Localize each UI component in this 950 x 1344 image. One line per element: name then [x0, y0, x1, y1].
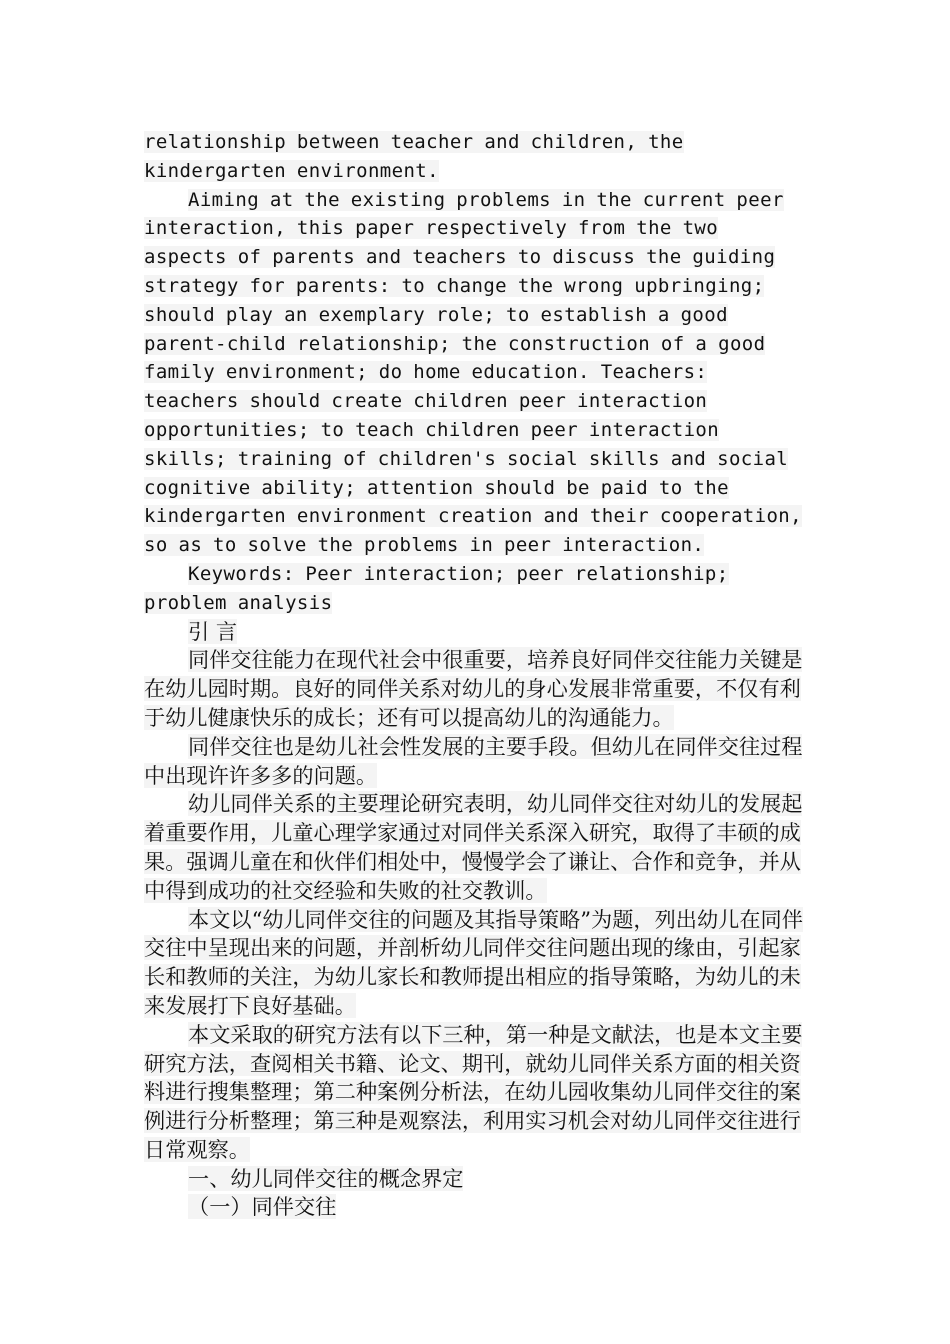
intro-heading — [144, 618, 809, 647]
paragraph-text: relationship between teacher and children, the kindergarten environment. — [144, 131, 684, 182]
section-heading — [144, 1165, 809, 1194]
paragraph-text: 本文以“幼儿同伴交往的问题及其指导策略”为题，列出幼儿在同伴交往中呈现出来的问题，并剖析幼儿同伴交往问题出现的缘由，引起家长和教师的关注，为幼儿家长和教师提出相应的指导策略，为幼儿的未来发展打下良好基础。 — [144, 906, 803, 1018]
paragraph-text: Aiming at the existing problems in the current peer interaction, this paper respectively from the two aspects of parents and teachers to discuss the guiding strategy for parents: to change the wrong upbringing; should play an exemplary role; to establish a good parent-child relationship; the construction of a good family environment; do home education. Teachers: teachers should create children peer interaction opportunities; to teach children peer interaction skills; training of children's social skills and social cognitive ability; attention should be paid to the kindergarten environment creation and their cooperation, so as to solve the problems in peer interaction. — [144, 188, 802, 557]
paragraph-text: 同伴交往能力在现代社会中很重要，培养良好同伴交往能力关键是在幼儿园时期。良好的同伴关系对幼儿的身心发展非常重要，不仅有利于幼儿健康快乐的成长；还有可以提高幼儿的沟通能力。 — [144, 647, 803, 730]
intro-paragraph-4 — [144, 906, 809, 1021]
intro-paragraph-1 — [144, 646, 809, 732]
paragraph-text: 幼儿同伴关系的主要理论研究表明，幼儿同伴交往对幼儿的发展起着重要作用，儿童心理学家通过对同伴关系深入研究，取得了丰硕的成果。强调儿童在和伙伴们相处中，慢慢学会了谦让、合作和竞争，并从中得到成功的社交经验和失败的社交教训。 — [144, 791, 803, 903]
subsection-heading — [144, 1193, 809, 1222]
intro-paragraph-2 — [144, 733, 809, 791]
heading-text: （一）同伴交往 — [188, 1194, 337, 1220]
intro-paragraph-5 — [144, 1021, 809, 1165]
abstract-paragraph-continuation — [144, 128, 809, 186]
abstract-paragraph-strategies — [144, 186, 809, 560]
heading-text: 引 言 — [188, 618, 238, 644]
heading-text: 一、幼儿同伴交往的概念界定 — [188, 1165, 464, 1191]
paragraph-text: Keywords: Peer interaction; peer relationship; problem analysis — [144, 562, 729, 614]
paragraph-text: 本文采取的研究方法有以下三种，第一种是文献法，也是本文主要研究方法，查阅相关书籍、论文、期刊，就幼儿同伴关系方面的相关资料进行搜集整理；第二种案例分析法，在幼儿园收集幼儿同伴交往的案例进行分析整理；第三种是观察法，利用实习机会对幼儿同伴交往进行日常观察。 — [144, 1021, 803, 1162]
document-page — [144, 128, 809, 1222]
paragraph-text: 同伴交往也是幼儿社会性发展的主要手段。但幼儿在同伴交往过程中出现许许多多的问题。 — [144, 733, 803, 788]
intro-paragraph-3 — [144, 790, 809, 905]
keywords-paragraph — [144, 560, 809, 618]
